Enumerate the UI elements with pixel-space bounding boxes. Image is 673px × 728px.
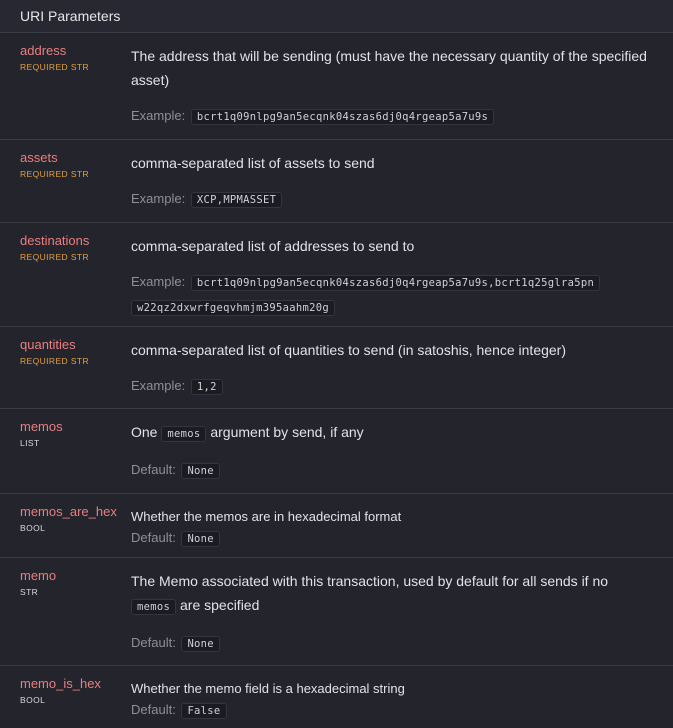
param-description bbox=[131, 569, 653, 619]
param-default bbox=[131, 526, 653, 551]
param-name-column bbox=[0, 494, 131, 557]
default-value: None bbox=[181, 463, 220, 479]
param-type-badge: STR bbox=[20, 587, 39, 597]
param-type-badge: REQUIRED STR bbox=[20, 356, 90, 366]
param-description: comma-separated list of assets to send bbox=[131, 155, 375, 171]
param-detail-column bbox=[131, 140, 673, 222]
param-description: Whether the memos are in hexadecimal format bbox=[131, 509, 402, 524]
param-name: memos bbox=[20, 419, 63, 434]
param-name-column bbox=[0, 33, 131, 139]
example-value-line-1: bcrt1q09nlpg9an5ecqnk04szas6dj0q4rgeap5a7u9s,bcrt1q25glra5pn bbox=[191, 275, 600, 291]
param-type-badge: BOOL bbox=[20, 523, 46, 533]
param-name: memos_are_hex bbox=[20, 504, 117, 519]
param-row-memo bbox=[0, 558, 673, 666]
default-value: None bbox=[181, 636, 220, 652]
param-default bbox=[131, 698, 653, 723]
param-type-badge: BOOL bbox=[20, 695, 46, 705]
default-label: Default: bbox=[131, 635, 176, 650]
description-text: The Memo associated with this transaction, used by default for all sends if no bbox=[131, 573, 609, 589]
param-name: address bbox=[20, 43, 67, 58]
param-example bbox=[131, 270, 653, 320]
param-name-column bbox=[0, 327, 131, 408]
default-value: None bbox=[181, 531, 220, 547]
param-example bbox=[131, 187, 653, 212]
default-label: Default: bbox=[131, 702, 176, 717]
param-detail-column bbox=[131, 494, 673, 557]
param-name-column bbox=[0, 666, 131, 728]
param-description bbox=[131, 420, 653, 446]
inline-code: memos bbox=[161, 426, 206, 442]
param-detail-column bbox=[131, 327, 673, 408]
example-label: Example: bbox=[131, 191, 186, 206]
param-name-column bbox=[0, 223, 131, 326]
param-row-address bbox=[0, 33, 673, 140]
param-example bbox=[131, 374, 653, 399]
param-name: memo bbox=[20, 568, 57, 583]
param-default bbox=[131, 631, 653, 656]
param-name-column bbox=[0, 140, 131, 222]
param-type-badge: REQUIRED STR bbox=[20, 169, 90, 179]
param-row-assets bbox=[0, 140, 673, 223]
param-type-badge: REQUIRED STR bbox=[20, 252, 90, 262]
param-detail-column bbox=[131, 558, 673, 665]
description-text: One bbox=[131, 424, 158, 440]
param-row-memos-are-hex bbox=[0, 494, 673, 558]
param-type-badge: LIST bbox=[20, 438, 40, 448]
param-row-quantities bbox=[0, 327, 673, 409]
example-value: XCP,MPMASSET bbox=[191, 192, 282, 208]
param-description: The address that will be sending (must have the necessary quantity of the specified asset) bbox=[131, 48, 647, 88]
param-default bbox=[131, 458, 653, 483]
default-value: False bbox=[181, 703, 226, 719]
param-type-badge: REQUIRED STR bbox=[20, 62, 90, 72]
param-detail-column bbox=[131, 409, 673, 493]
example-label: Example: bbox=[131, 108, 186, 123]
param-row-destinations bbox=[0, 223, 673, 327]
param-name: assets bbox=[20, 150, 58, 165]
param-detail-column bbox=[131, 33, 673, 139]
param-name: destinations bbox=[20, 233, 90, 248]
param-name: memo_is_hex bbox=[20, 676, 101, 691]
section-title: URI Parameters bbox=[20, 8, 121, 24]
param-name-column bbox=[0, 409, 131, 493]
description-text: are specified bbox=[180, 597, 260, 613]
param-description: comma-separated list of addresses to send to bbox=[131, 238, 415, 254]
param-row-memos bbox=[0, 409, 673, 494]
example-value: 1,2 bbox=[191, 379, 223, 395]
example-label: Example: bbox=[131, 378, 186, 393]
example-value-line-2: w22qz2dxwrfgeqvhmjm395aahm20g bbox=[131, 300, 335, 316]
example-value: bcrt1q09nlpg9an5ecqnk04szas6dj0q4rgeap5a7u9s bbox=[191, 109, 494, 125]
param-example bbox=[131, 104, 653, 129]
param-detail-column bbox=[131, 223, 673, 326]
param-name-column bbox=[0, 558, 131, 665]
param-description: comma-separated list of quantities to send (in satoshis, hence integer) bbox=[131, 342, 567, 358]
uri-parameters-header bbox=[0, 0, 673, 33]
param-detail-column bbox=[131, 666, 673, 728]
param-name: quantities bbox=[20, 337, 76, 352]
inline-code: memos bbox=[131, 599, 176, 615]
default-label: Default: bbox=[131, 530, 176, 545]
default-label: Default: bbox=[131, 462, 176, 477]
example-label: Example: bbox=[131, 274, 186, 289]
param-row-memo-is-hex bbox=[0, 666, 673, 728]
description-text: argument by send, if any bbox=[210, 424, 364, 440]
param-description: Whether the memo field is a hexadecimal string bbox=[131, 681, 405, 696]
